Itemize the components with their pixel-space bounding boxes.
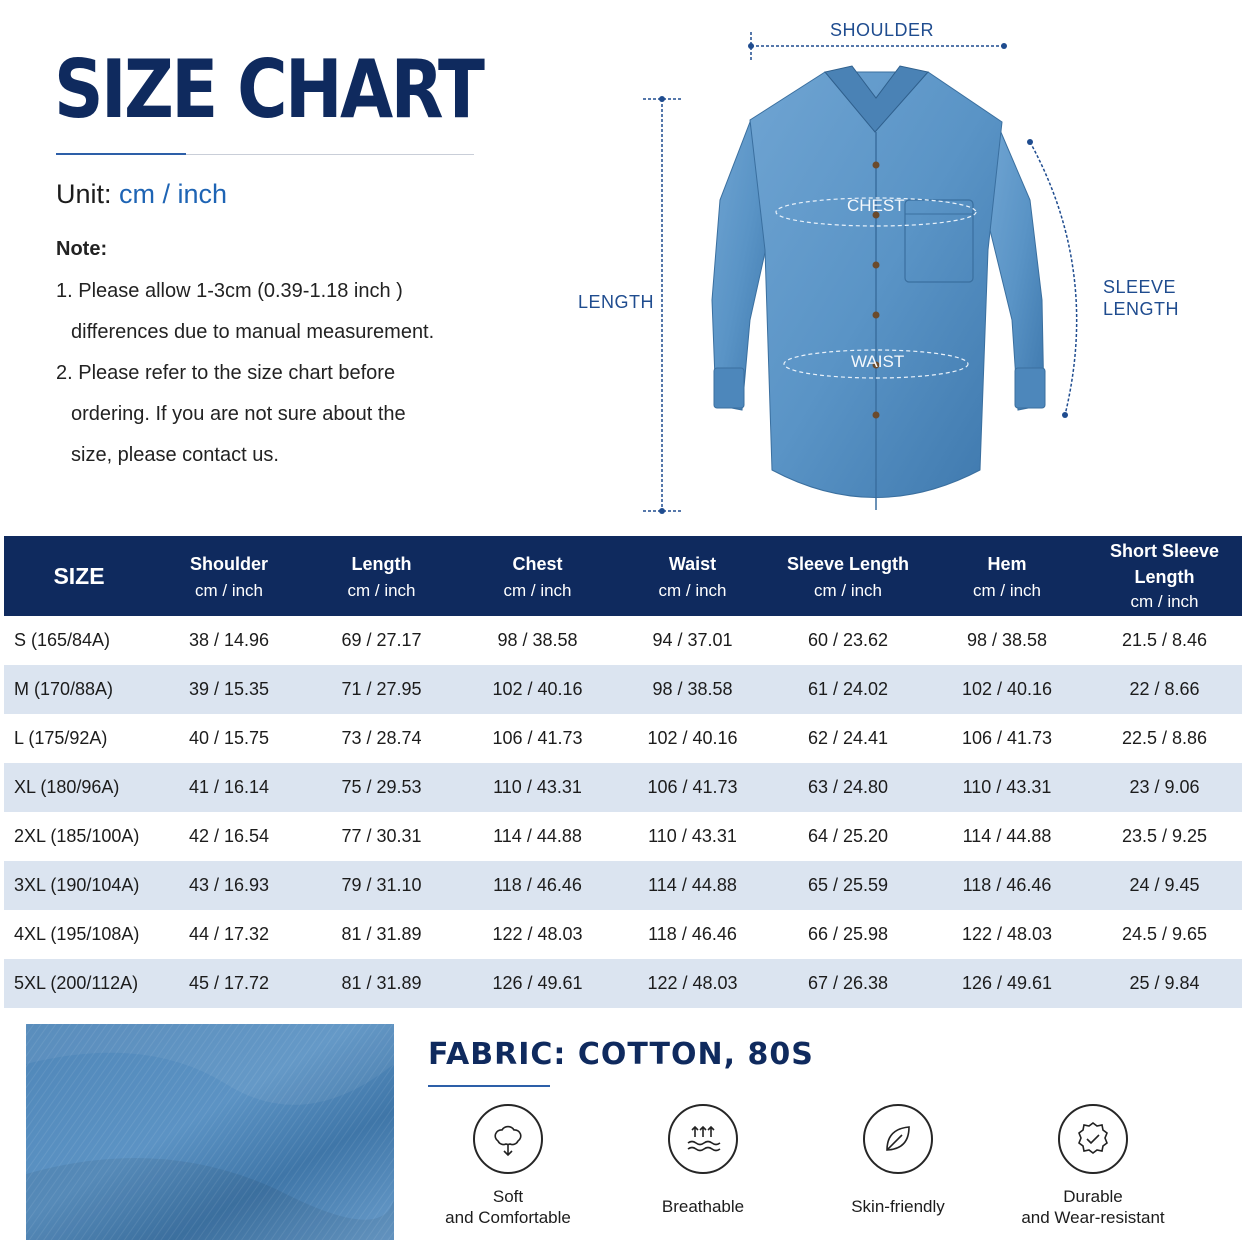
table-row [4,959,1242,1008]
measurement-cell: 42 / 16.54 [188,826,270,846]
measurement-cell: 118 / 46.46 [459,861,616,910]
measurement-cell: 63 / 24.80 [769,763,927,812]
sleeve-length-label-line2: LENGTH [1103,299,1180,319]
measurement-cell: 44 / 17.32 [188,924,270,944]
column-header: Waist cm / inch [616,536,769,616]
measurement-cell: 43 / 16.93 [154,861,304,910]
table-body [4,616,1242,1008]
measurement-cell: 23 / 9.06 [1087,763,1242,812]
unit-value: cm / inch [119,179,228,209]
column-header: Hem cm / inch [927,536,1087,616]
feature-label: Breathable [661,1197,745,1216]
feature-label: Skin-friendly [851,1197,945,1216]
measurement-diagram [560,0,1254,530]
table-row [4,665,1242,714]
shirt-illustration [560,0,1254,530]
measurement-cell: 114 / 44.88 [616,861,769,910]
measurement-cell: 73 / 28.74 [341,728,422,748]
unit-label: Unit: [56,179,112,209]
measurement-cell: 24.5 / 9.65 [1121,924,1208,944]
table-row [4,861,1242,910]
feature-breathable [603,1104,803,1217]
measurement-cell: 118 / 46.46 [927,861,1087,910]
feature-label: Soft [492,1187,524,1206]
measurement-cell: 126 / 49.61 [459,959,616,1008]
feature-label: and Comfortable [445,1208,571,1227]
measurement-cell: 94 / 37.01 [652,630,733,650]
measurement-cell: 75 / 29.53 [304,763,459,812]
chest-label: CHEST [847,196,905,215]
measurement-cell: 102 / 40.16 [459,665,616,714]
measurement-cell: 106 / 41.73 [961,728,1053,748]
table-header-row [4,536,1242,616]
measurement-cell: 67 / 26.38 [769,959,927,1008]
shoulder-label: SHOULDER [830,20,935,40]
measurement-cell: 24 / 9.45 [1087,861,1242,910]
waist-label: WAIST [851,352,905,371]
note-line: 2. Please refer to the size chart before [56,362,396,384]
measurement-cell: 110 / 43.31 [648,826,737,846]
size-cell: S (165/84A) [14,630,111,650]
feature-label: Durable [1063,1187,1123,1206]
note-line: ordering. If you are not sure about the [71,403,406,425]
measurement-cell: 22.5 / 8.86 [1121,728,1208,748]
notes [56,238,486,476]
measurement-cell: 38 / 14.96 [188,630,270,650]
title-divider-accent [56,153,186,155]
measurement-cell: 66 / 25.98 [807,924,889,944]
note-line: size, please contact us. [71,444,279,466]
size-table [4,536,1242,1008]
measurement-cell: 25 / 9.84 [1087,959,1242,1008]
measurement-cell: 39 / 15.35 [154,665,304,714]
column-header: Short Sleeve Length cm / inch [1087,536,1242,616]
size-cell: 4XL (195/108A) [14,924,140,944]
page-title: SIZE CHART [54,43,483,136]
measurement-cell: 77 / 30.31 [341,826,422,846]
sleeve-length-label-line1: SLEEVE [1103,277,1177,297]
measurement-cell: 114 / 44.88 [493,826,582,846]
fabric-texture [26,1024,394,1240]
length-label: LENGTH [578,292,655,312]
feature-label: and Wear-resistant [1021,1208,1165,1227]
size-cell: M (170/88A) [4,665,154,714]
table-row [4,910,1242,959]
measurement-cell: 69 / 27.17 [341,630,422,650]
measurement-cell: 61 / 24.02 [769,665,927,714]
measurement-cell: 126 / 49.61 [927,959,1087,1008]
measurement-cell: 60 / 23.62 [807,630,889,650]
measurement-cell: 114 / 44.88 [962,826,1052,846]
unit-line [56,179,227,210]
measurement-cell: 81 / 31.89 [341,924,422,944]
table-row [4,714,1242,763]
cotton-icon [473,1104,543,1174]
measurement-cell: 45 / 17.72 [154,959,304,1008]
feature-skin-friendly [798,1104,998,1217]
size-cell: 2XL (185/100A) [14,826,140,846]
measurement-cell: 98 / 38.58 [497,630,578,650]
measurement-cell: 102 / 40.16 [927,665,1087,714]
size-cell: 3XL (190/104A) [4,861,154,910]
size-cell: 5XL (200/112A) [4,959,154,1008]
measurement-cell: 110 / 43.31 [459,763,616,812]
leaf-icon [863,1104,933,1174]
column-header: Sleeve Length cm / inch [769,536,927,616]
measurement-cell: 118 / 46.46 [648,924,737,944]
measurement-cell: 98 / 38.58 [966,630,1048,650]
measurement-cell: 110 / 43.31 [927,763,1087,812]
measurement-cell: 81 / 31.89 [304,959,459,1008]
measurement-cell: 22 / 8.66 [1087,665,1242,714]
table-row [4,763,1242,812]
size-cell: XL (180/96A) [4,763,154,812]
column-header-size: SIZE [4,536,154,616]
column-header: Shoulder cm / inch [154,536,304,616]
measurement-cell: 102 / 40.16 [647,728,738,748]
breathable-icon [668,1104,738,1174]
measurement-cell: 122 / 48.03 [492,924,583,944]
measurement-cell: 62 / 24.41 [807,728,889,748]
measurement-cell: 40 / 15.75 [188,728,270,748]
column-header: Chest cm / inch [459,536,616,616]
measurement-cell: 23.5 / 9.25 [1121,826,1208,846]
table-row [4,616,1242,665]
measurement-cell: 41 / 16.14 [154,763,304,812]
measurement-cell: 98 / 38.58 [616,665,769,714]
table-row [4,812,1242,861]
measurement-cell: 71 / 27.95 [304,665,459,714]
feature-soft [408,1104,608,1228]
feature-durable [993,1104,1193,1228]
note-line: 1. Please allow 1-3cm (0.39-1.18 inch ) [56,280,403,302]
measurement-cell: 122 / 48.03 [961,924,1053,944]
fabric-photo [26,1024,394,1240]
measurement-cell: 79 / 31.10 [304,861,459,910]
fabric-divider [428,1085,550,1087]
measurement-cell: 122 / 48.03 [616,959,769,1008]
measurement-cell: 106 / 41.73 [492,728,583,748]
note-heading: Note: [56,238,108,260]
measurement-cell: 65 / 25.59 [769,861,927,910]
measurement-cell: 21.5 / 8.46 [1121,630,1208,650]
column-header: Length cm / inch [304,536,459,616]
measurement-cell: 106 / 41.73 [616,763,769,812]
size-cell: L (175/92A) [14,728,108,748]
note-line: differences due to manual measurement. [71,321,435,343]
shield-check-icon [1058,1104,1128,1174]
fabric-title: FABRIC: COTTON, 80S [428,1037,814,1072]
measurement-cell: 64 / 25.20 [807,826,889,846]
